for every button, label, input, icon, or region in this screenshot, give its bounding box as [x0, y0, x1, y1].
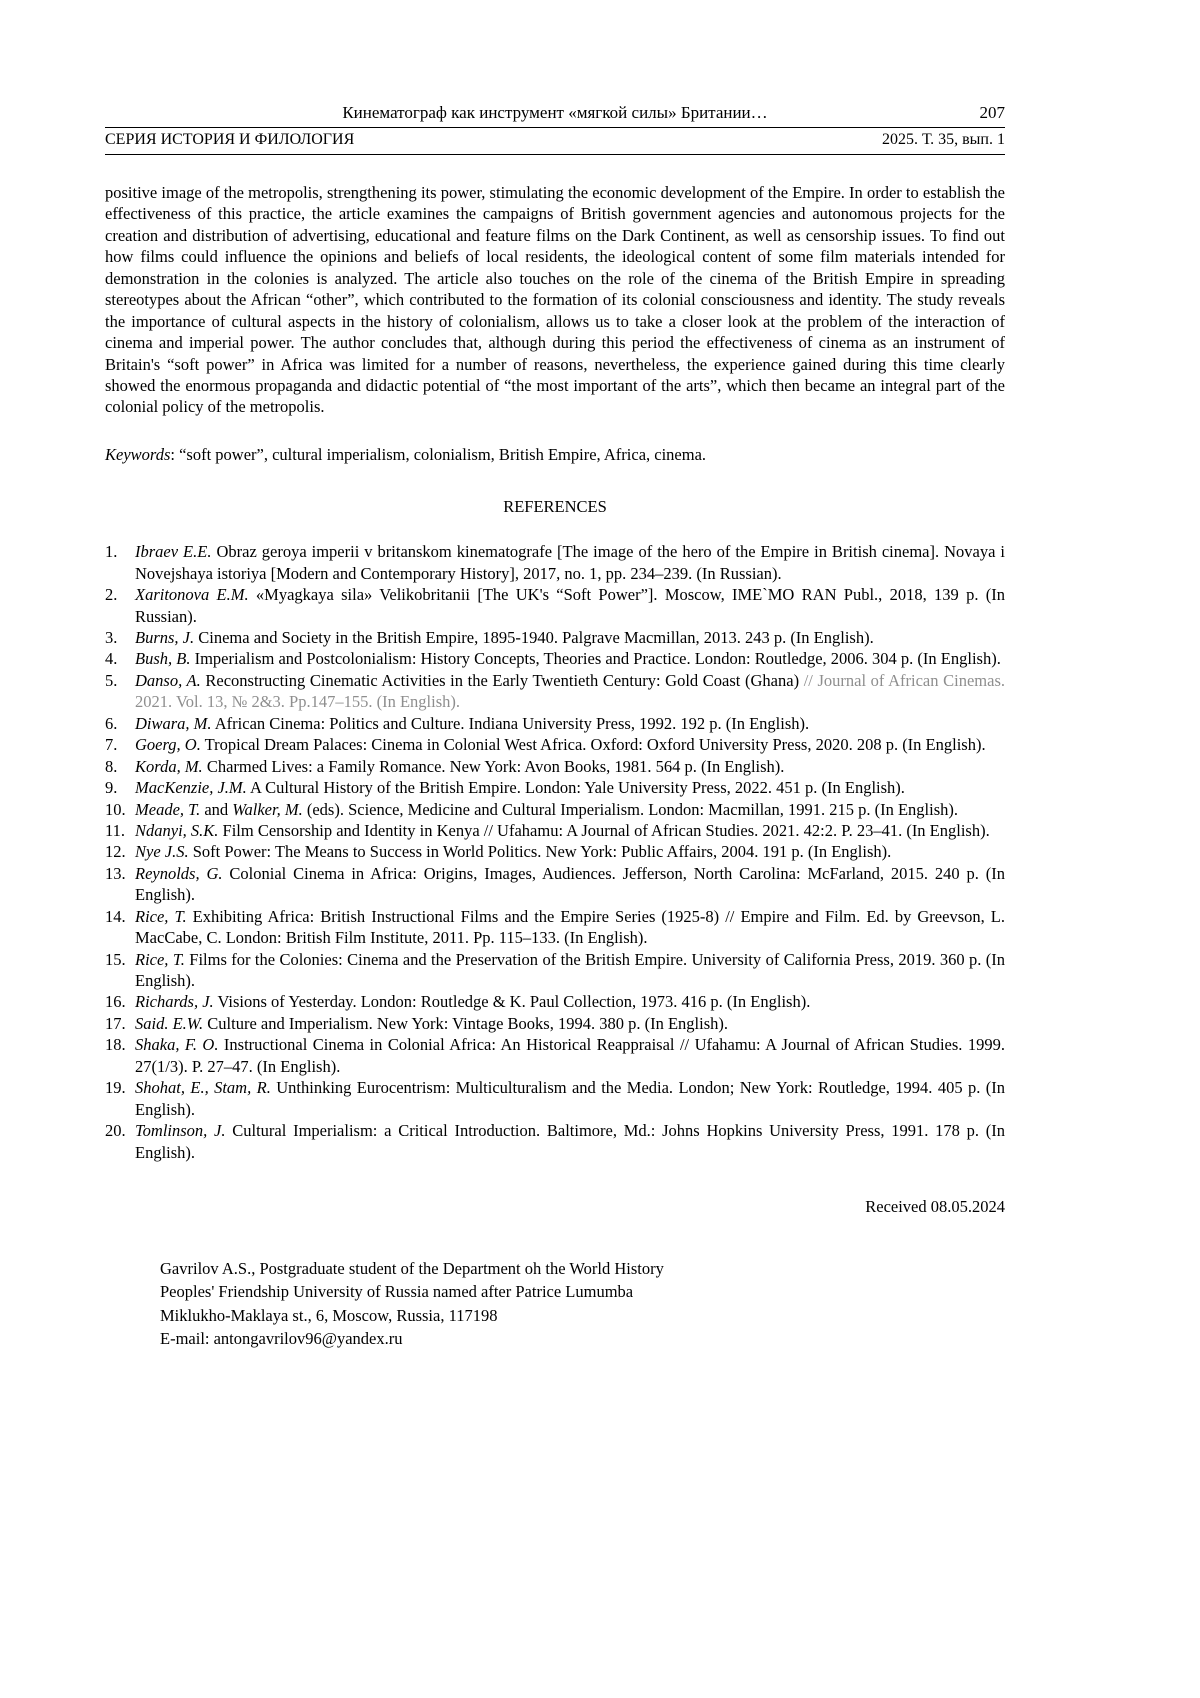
- reference-item: [105, 949, 1005, 992]
- author-line: Peoples' Friendship University of Russia named after Patrice Lumumba: [160, 1282, 634, 1302]
- reference-number: 15.: [105, 949, 126, 969]
- reference-text: Ibraev E.E. Obraz geroya imperii v britanskom kinematografe [The image of the hero of the Empire in British cinema]. Novaya i Novejshaya istoriya [Modern and Contemporary History], 2017, no. 1, pp. 234–239. (In Russian).: [135, 542, 1005, 583]
- reference-text: Danso, A. Reconstructing Cinematic Activities in the Early Twentieth Century: Gold Coast (Ghana) // Journal of African Cinemas. 2021. Vol. 13, № 2&3. Pp.147–155. (In English).: [135, 670, 1005, 712]
- reference-number: 6.: [105, 713, 118, 733]
- reference-text: Richards, J. Visions of Yesterday. London: Routledge & K. Paul Collection, 1973. 416 p. (In English).: [135, 992, 811, 1012]
- reference-text: Shohat, E., Stam, R. Unthinking Eurocentrism: Multiculturalism and the Media. London; New York: Routledge, 1994. 405 p. (In English).: [135, 1078, 1005, 1119]
- reference-number: 17.: [105, 1013, 126, 1033]
- reference-text: Ndanyi, S.K. Film Censorship and Identity in Kenya // Ufahamu: A Journal of African Studies. 2021. 42:2. P. 23–41. (In English).: [135, 820, 990, 840]
- author-line: Miklukho-Maklaya st., 6, Moscow, Russia, 117198: [160, 1305, 498, 1325]
- reference-item: [105, 906, 1005, 949]
- reference-text: Reynolds, G. Colonial Cinema in Africa: Origins, Images, Audiences. Jefferson, North Carolina: McFarland, 2015. 240 p. (In English).: [135, 863, 1005, 905]
- references-heading: REFERENCES: [503, 497, 607, 517]
- keywords-text: : “soft power”, cultural imperialism, colonialism, British Empire, Africa, cinema.: [170, 444, 707, 464]
- page-number: 207: [979, 103, 1005, 122]
- series-title: СЕРИЯ ИСТОРИЯ И ФИЛОЛОГИЯ: [105, 131, 355, 148]
- abstract-paragraph: positive image of the metropolis, strengthening its power, stimulating the economic development of the Empire. In order to establish the effectiveness of this practice, the article examines the campaigns of British government agencies and autonomous projects for the creation and distribution of advertising, educational and feature films on the Dark Continent, as well as censorship issues. To find out how films could influence the opinions and beliefs of local residents, the ideological content of some film materials intended for demonstration in the colonies is analyzed. The article also touches on the role of the cinema of the British Empire in spreading stereotypes about the African “other”, which contributed to the formation of its colonial consciousness and identity. The study reveals the importance of cultural aspects in the history of colonialism, allows us to take a closer look at the problem of the interaction of cinema and imperial power. The author concludes that, although during this period the effectiveness of cinema as an instrument of Britain's “soft power” in Africa was limited for a number of reasons, nevertheless, the experience gained during this time clearly showed the enormous propaganda and didactic potential of “the most important of the arts”, which then became an integral part of the colonial policy of the metropolis.: [105, 183, 1005, 417]
- reference-number: 8.: [105, 756, 118, 776]
- reference-number: 16.: [105, 992, 126, 1012]
- reference-item: [105, 1077, 1005, 1120]
- reference-item: [105, 777, 1005, 798]
- author-line: E-mail: antongavrilov96@yandex.ru: [160, 1329, 403, 1349]
- keywords-paragraph: [105, 444, 1005, 465]
- reference-number: 10.: [105, 799, 126, 819]
- keywords-label: Keywords: [105, 444, 171, 464]
- reference-item: [105, 991, 1005, 1012]
- reference-item: [105, 799, 1005, 820]
- reference-item: [105, 670, 1005, 713]
- reference-number: 14.: [105, 906, 126, 926]
- author-line: Gavrilov A.S., Postgraduate student of the Department oh the World History: [160, 1258, 664, 1278]
- reference-number: 3.: [105, 628, 118, 647]
- reference-text: Rice, T. Films for the Colonies: Cinema and the Preservation of the British Empire. University of California Press, 2019. 360 p. (In English).: [135, 949, 1005, 990]
- reference-number: 1.: [105, 542, 118, 562]
- reference-item: [105, 756, 1005, 777]
- reference-item: [105, 584, 1005, 627]
- reference-text: Rice, T. Exhibiting Africa: British Instructional Films and the Empire Series (1925-8) // Empire and Film. Ed. by Greevson, L. MacCabe, C. London: British Film Institute, 2011. Pp. 115–133. (In English).: [135, 906, 1006, 948]
- reference-text: Said. E.W. Culture and Imperialism. New York: Vintage Books, 1994. 380 p. (In English).: [135, 1013, 728, 1033]
- document-page: [105, 0, 1005, 1351]
- reference-text: Shaka, F. O. Instructional Cinema in Colonial Africa: An Historical Reappraisal // Ufahamu: A Journal of African Studies. 1999. 27(1/3). P. 27–47. (In English).: [135, 1035, 1005, 1076]
- reference-number: 20.: [105, 1121, 126, 1141]
- reference-item: [105, 1013, 1005, 1034]
- author-block: [160, 1257, 1005, 1351]
- reference-item: [105, 1034, 1005, 1077]
- reference-number: 9.: [105, 778, 118, 798]
- received-date: Received 08.05.2024: [865, 1196, 1005, 1216]
- reference-text: Bush, B. Imperialism and Postcolonialism: History Concepts, Theories and Practice. London: Routledge, 2006. 304 p. (In English).: [135, 649, 1001, 669]
- reference-number: 2.: [105, 585, 118, 605]
- reference-item: [105, 627, 1005, 648]
- reference-item: [105, 541, 1005, 584]
- reference-number: 12.: [105, 842, 126, 862]
- reference-text: Tomlinson, J. Cultural Imperialism: a Critical Introduction. Baltimore, Md.: Johns Hopkins University Press, 1991. 178 p. (In English).: [135, 1121, 1005, 1162]
- running-title: Кинематограф как инструмент «мягкой силы» Британии…: [342, 103, 768, 122]
- reference-text: Diwara, M. African Cinema: Politics and Culture. Indiana University Press, 1992. 192 p. (In English).: [135, 713, 810, 733]
- reference-text: Xaritonova E.M. «Myagkaya sila» Velikobritanii [The UK's “Soft Power”]. Moscow, IME`MO RAN Publ., 2018, 139 p. (In Russian).: [135, 585, 1005, 626]
- reference-item: [105, 1120, 1005, 1163]
- reference-number: 19.: [105, 1078, 126, 1098]
- references-list: [105, 541, 1005, 1163]
- reference-number: 5.: [105, 670, 118, 690]
- reference-text: Goerg, O. Tropical Dream Palaces: Cinema in Colonial West Africa. Oxford: Oxford University Press, 2020. 208 p. (In English).: [135, 735, 986, 755]
- reference-text: Nye J.S. Soft Power: The Means to Success in World Politics. New York: Public Affairs, 2004. 191 p. (In English).: [135, 842, 892, 862]
- reference-number: 7.: [105, 735, 118, 755]
- reference-number: 13.: [105, 863, 126, 883]
- reference-item: [105, 841, 1005, 862]
- issue-info: 2025. Т. 35, вып. 1: [881, 131, 1005, 148]
- reference-number: 11.: [105, 820, 126, 840]
- reference-number: 18.: [105, 1035, 126, 1055]
- reference-item: [105, 734, 1005, 755]
- reference-item: [105, 713, 1005, 734]
- reference-item: [105, 863, 1005, 906]
- reference-text: Korda, M. Charmed Lives: a Family Romance. New York: Avon Books, 1981. 564 p. (In English).: [135, 756, 785, 776]
- reference-text: Burns, J. Cinema and Society in the British Empire, 1895-1940. Palgrave Macmillan, 2013. 243 p. (In English).: [135, 628, 874, 647]
- reference-text: Meade, T. and Walker, M. (eds). Science, Medicine and Cultural Imperialism. London: Macmillan, 1991. 215 p. (In English).: [135, 799, 959, 819]
- running-header: [105, 103, 1005, 128]
- series-header: [105, 128, 1005, 155]
- reference-text: MacKenzie, J.M. A Cultural History of the British Empire. London: Yale University Press, 2022. 451 p. (In English).: [135, 778, 905, 798]
- reference-item: [105, 820, 1005, 841]
- reference-item: [105, 648, 1005, 669]
- reference-number: 4.: [105, 649, 118, 669]
